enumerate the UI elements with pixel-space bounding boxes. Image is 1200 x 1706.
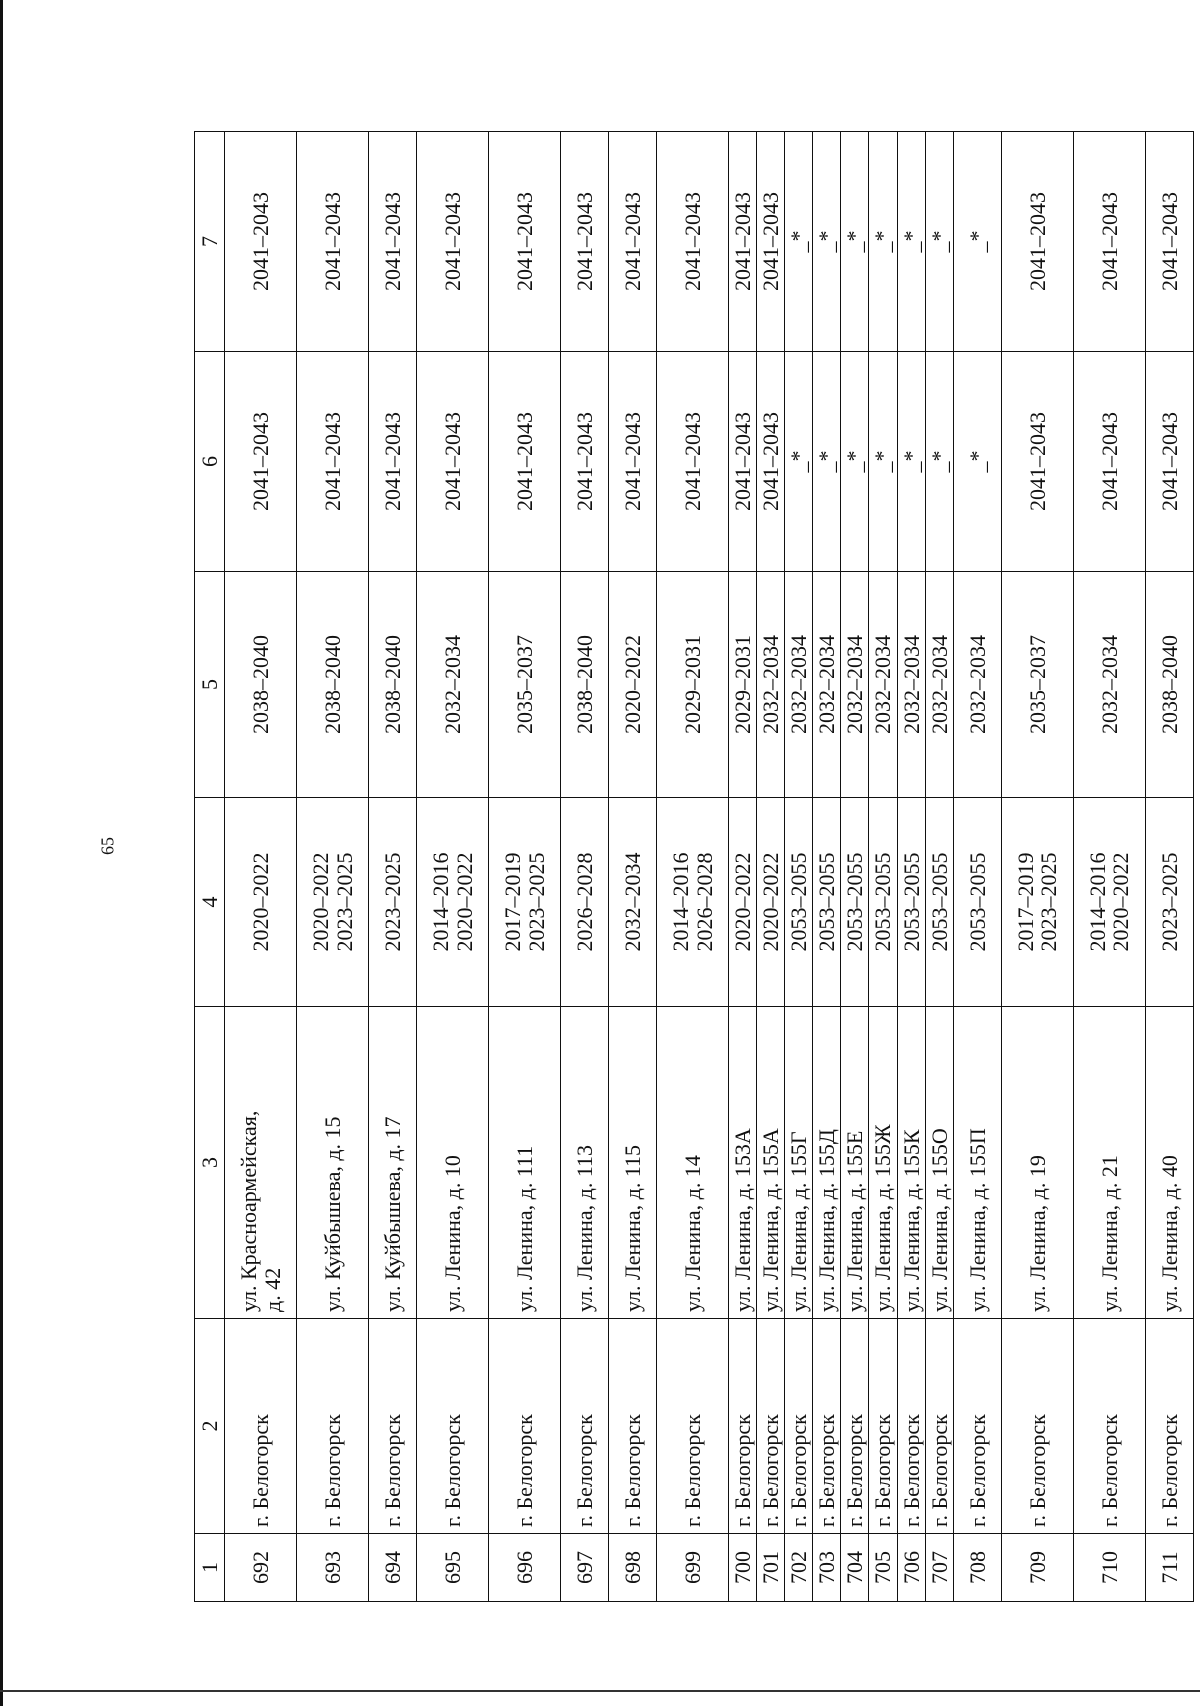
address-cell: ул. Ленина, д. 21 [1073,1007,1145,1319]
period-7-cell: 2041–2043 [657,132,729,352]
period-5-cell: 2032–2034 [897,572,925,798]
header-cell: 5 [195,572,225,798]
period-7-cell: _* [813,132,841,352]
period-4-cell: 2023–2025 [1145,798,1193,1007]
city-cell: г. Белогорск [609,1319,657,1534]
table-body [195,132,1194,1602]
row-number-cell: 709 [1001,1534,1073,1602]
period-6-cell: 2041–2043 [297,352,369,572]
period-6-cell: 2041–2043 [609,352,657,572]
period-6-cell: _* [841,352,869,572]
scan-border-bottom [0,1690,1200,1692]
period-6-cell: _* [813,352,841,572]
period-4-cell: 2053–2055 [841,798,869,1007]
address-cell: ул. Ленина, д. 155Г [785,1007,813,1319]
city-cell: г. Белогорск [1073,1319,1145,1534]
period-4-cell: 2020–2022 [225,798,297,1007]
row-number-cell: 692 [225,1534,297,1602]
period-5-cell: 2032–2034 [953,572,1001,798]
city-cell: г. Белогорск [869,1319,897,1534]
table-row [757,132,785,1602]
table-row [869,132,897,1602]
period-4-cell: 2023–2025 [369,798,417,1007]
address-cell: ул. Ленина, д. 155П [953,1007,1001,1319]
address-cell: ул. Ленина, д. 153А [729,1007,757,1319]
row-number-cell: 710 [1073,1534,1145,1602]
row-number-cell: 699 [657,1534,729,1602]
row-number-cell: 703 [813,1534,841,1602]
city-cell: г. Белогорск [729,1319,757,1534]
table-row [953,132,1001,1602]
row-number-cell: 698 [609,1534,657,1602]
address-cell: ул. Ленина, д. 155Е [841,1007,869,1319]
table-row [297,132,369,1602]
address-cell: ул. Ленина, д. 40 [1145,1007,1193,1319]
page-number: 65 [97,837,118,855]
row-number-cell: 697 [561,1534,609,1602]
table-row [897,132,925,1602]
period-4-cell: 2053–2055 [813,798,841,1007]
row-number-cell: 711 [1145,1534,1193,1602]
header-cell: 7 [195,132,225,352]
period-7-cell: 2041–2043 [757,132,785,352]
period-7-cell: 2041–2043 [369,132,417,352]
period-7-cell: 2041–2043 [729,132,757,352]
period-5-cell: 2032–2034 [1073,572,1145,798]
period-4-cell: 2032–2034 [609,798,657,1007]
city-cell: г. Белогорск [489,1319,561,1534]
period-7-cell: 2041–2043 [1001,132,1073,352]
city-cell: г. Белогорск [561,1319,609,1534]
period-5-cell: 2032–2034 [925,572,953,798]
period-4-cell: 2014–2016 2020–2022 [417,798,489,1007]
period-6-cell: _* [785,352,813,572]
period-5-cell: 2032–2034 [417,572,489,798]
address-cell: ул. Ленина, д. 115 [609,1007,657,1319]
table-row [225,132,297,1602]
row-number-cell: 707 [925,1534,953,1602]
address-cell: ул. Ленина, д. 10 [417,1007,489,1319]
period-7-cell: 2041–2043 [1145,132,1193,352]
row-number-cell: 702 [785,1534,813,1602]
table-row [785,132,813,1602]
period-6-cell: 2041–2043 [1001,352,1073,572]
address-cell: ул. Ленина, д. 113 [561,1007,609,1319]
table-row [417,132,489,1602]
period-4-cell: 2053–2055 [785,798,813,1007]
period-6-cell: _* [953,352,1001,572]
period-6-cell: 2041–2043 [489,352,561,572]
header-cell: 6 [195,352,225,572]
period-4-cell: 2020–2022 [757,798,785,1007]
period-7-cell: _* [785,132,813,352]
address-cell: ул. Ленина, д. 155К [897,1007,925,1319]
period-6-cell: _* [897,352,925,572]
period-5-cell: 2035–2037 [489,572,561,798]
row-number-cell: 708 [953,1534,1001,1602]
address-cell: ул. Ленина, д. 111 [489,1007,561,1319]
table-row [1145,132,1193,1602]
period-5-cell: 2032–2034 [813,572,841,798]
period-6-cell: _* [869,352,897,572]
row-number-cell: 693 [297,1534,369,1602]
table-row [813,132,841,1602]
city-cell: г. Белогорск [897,1319,925,1534]
period-4-cell: 2020–2022 2023–2025 [297,798,369,1007]
city-cell: г. Белогорск [953,1319,1001,1534]
row-number-cell: 705 [869,1534,897,1602]
period-7-cell: 2041–2043 [417,132,489,352]
period-7-cell: _* [925,132,953,352]
address-cell: ул. Куйбышева, д. 17 [369,1007,417,1319]
period-5-cell: 2038–2040 [369,572,417,798]
address-cell: ул. Ленина, д. 19 [1001,1007,1073,1319]
city-cell: г. Белогорск [417,1319,489,1534]
header-cell: 2 [195,1319,225,1534]
period-6-cell: 2041–2043 [729,352,757,572]
period-4-cell: 2017–2019 2023–2025 [489,798,561,1007]
period-5-cell: 2038–2040 [1145,572,1193,798]
period-7-cell: _* [897,132,925,352]
table-header-row [195,132,225,1602]
period-6-cell: 2041–2043 [1145,352,1193,572]
period-6-cell: _* [925,352,953,572]
period-6-cell: 2041–2043 [561,352,609,572]
rotated-table-container [194,132,1182,1602]
period-5-cell: 2029–2031 [657,572,729,798]
row-number-cell: 701 [757,1534,785,1602]
header-cell: 1 [195,1534,225,1602]
row-number-cell: 694 [369,1534,417,1602]
address-cell: ул. Ленина, д. 155Д [813,1007,841,1319]
period-7-cell: 2041–2043 [561,132,609,352]
address-cell: ул. Красноармейская, д. 42 [225,1007,297,1319]
period-7-cell: 2041–2043 [609,132,657,352]
city-cell: г. Белогорск [813,1319,841,1534]
period-4-cell: 2017–2019 2023–2025 [1001,798,1073,1007]
city-cell: г. Белогорск [1145,1319,1193,1534]
period-5-cell: 2038–2040 [225,572,297,798]
period-4-cell: 2053–2055 [953,798,1001,1007]
period-6-cell: 2041–2043 [757,352,785,572]
period-5-cell: 2020–2022 [609,572,657,798]
city-cell: г. Белогорск [657,1319,729,1534]
period-7-cell: 2041–2043 [297,132,369,352]
city-cell: г. Белогорск [1001,1319,1073,1534]
scan-border-left [0,0,3,1706]
period-6-cell: 2041–2043 [369,352,417,572]
period-7-cell: 2041–2043 [489,132,561,352]
period-4-cell: 2020–2022 [729,798,757,1007]
period-4-cell: 2053–2055 [925,798,953,1007]
period-7-cell: _* [869,132,897,352]
table-row [729,132,757,1602]
period-7-cell: _* [841,132,869,352]
period-5-cell: 2038–2040 [561,572,609,798]
table-row [841,132,869,1602]
address-cell: ул. Ленина, д. 155Ж [869,1007,897,1319]
table-row [609,132,657,1602]
period-7-cell: _* [953,132,1001,352]
period-5-cell: 2032–2034 [841,572,869,798]
period-4-cell: 2014–2016 2020–2022 [1073,798,1145,1007]
table-row [369,132,417,1602]
address-cell: ул. Ленина, д. 155А [757,1007,785,1319]
table-row [1001,132,1073,1602]
period-7-cell: 2041–2043 [1073,132,1145,352]
row-number-cell: 695 [417,1534,489,1602]
period-4-cell: 2014–2016 2026–2028 [657,798,729,1007]
period-6-cell: 2041–2043 [417,352,489,572]
period-5-cell: 2032–2034 [869,572,897,798]
period-5-cell: 2035–2037 [1001,572,1073,798]
period-5-cell: 2029–2031 [729,572,757,798]
header-cell: 3 [195,1007,225,1319]
table-row [925,132,953,1602]
city-cell: г. Белогорск [785,1319,813,1534]
period-6-cell: 2041–2043 [225,352,297,572]
row-number-cell: 704 [841,1534,869,1602]
period-6-cell: 2041–2043 [657,352,729,572]
table-row [657,132,729,1602]
city-cell: г. Белогорск [925,1319,953,1534]
period-7-cell: 2041–2043 [225,132,297,352]
row-number-cell: 706 [897,1534,925,1602]
period-5-cell: 2038–2040 [297,572,369,798]
period-4-cell: 2053–2055 [897,798,925,1007]
table-row [489,132,561,1602]
row-number-cell: 700 [729,1534,757,1602]
period-4-cell: 2026–2028 [561,798,609,1007]
period-6-cell: 2041–2043 [1073,352,1145,572]
address-cell: ул. Ленина, д. 155О [925,1007,953,1319]
table-row [1073,132,1145,1602]
period-5-cell: 2032–2034 [757,572,785,798]
city-cell: г. Белогорск [369,1319,417,1534]
city-cell: г. Белогорск [841,1319,869,1534]
header-cell: 4 [195,798,225,1007]
period-4-cell: 2053–2055 [869,798,897,1007]
period-5-cell: 2032–2034 [785,572,813,798]
schedule-table [194,131,1194,1602]
city-cell: г. Белогорск [757,1319,785,1534]
address-cell: ул. Куйбышева, д. 15 [297,1007,369,1319]
address-cell: ул. Ленина, д. 14 [657,1007,729,1319]
row-number-cell: 696 [489,1534,561,1602]
city-cell: г. Белогорск [297,1319,369,1534]
city-cell: г. Белогорск [225,1319,297,1534]
table-row [561,132,609,1602]
